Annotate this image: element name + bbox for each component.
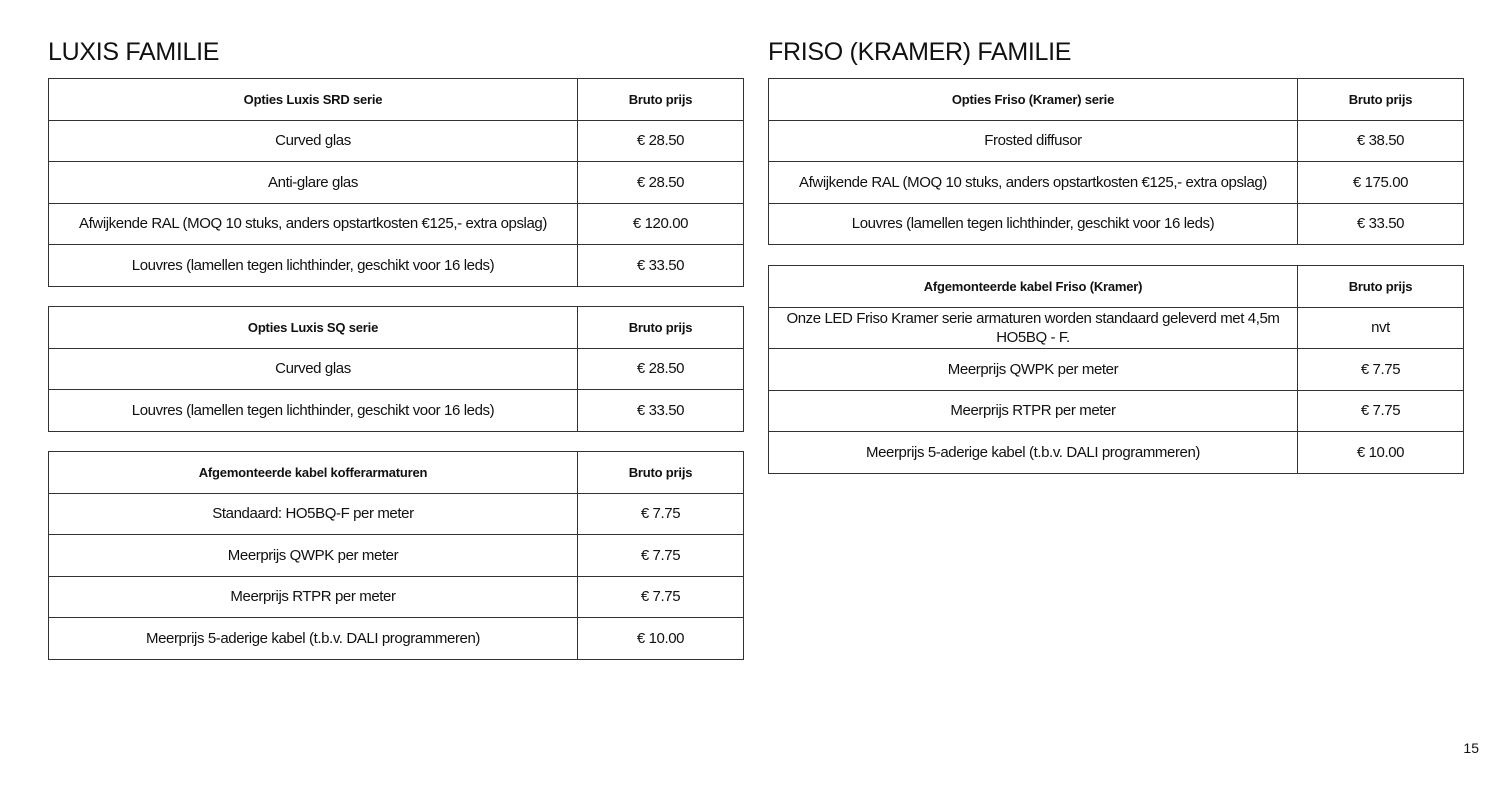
option-cell: Anti-glare glas: [49, 162, 578, 204]
option-cell: Meerprijs QWPK per meter: [49, 535, 578, 577]
friso-family-title: FRISO (KRAMER) FAMILIE: [768, 38, 1072, 66]
table-header-row: [49, 307, 744, 349]
option-cell: Meerprijs 5-aderige kabel (t.b.v. DALI programmeren): [769, 432, 1298, 474]
table-header-row: [769, 266, 1464, 308]
price-cell: € 33.50: [578, 390, 744, 432]
price-cell: € 7.75: [1298, 349, 1464, 391]
price-column-header: Bruto prijs: [1298, 79, 1464, 121]
option-cell: Afwijkende RAL (MOQ 10 stuks, anders opstartkosten €125,- extra opslag): [49, 203, 578, 245]
table-header-row: [49, 79, 744, 121]
option-cell: Meerprijs 5-aderige kabel (t.b.v. DALI programmeren): [49, 618, 578, 660]
table-row: [49, 535, 744, 577]
table-row: [49, 348, 744, 390]
table-row: [49, 576, 744, 618]
price-cell: nvt: [1298, 307, 1464, 349]
price-cell: € 120.00: [578, 203, 744, 245]
friso-cable-table: [768, 265, 1464, 474]
option-column-header: Opties Friso (Kramer) serie: [769, 79, 1298, 121]
option-column-header: Opties Luxis SRD serie: [49, 79, 578, 121]
price-column-header: Bruto prijs: [578, 307, 744, 349]
price-cell: € 7.75: [578, 493, 744, 535]
option-column-header: Opties Luxis SQ serie: [49, 307, 578, 349]
luxis-srd-options-table: [48, 78, 744, 287]
price-cell: € 28.50: [578, 348, 744, 390]
option-cell: Meerprijs RTPR per meter: [769, 390, 1298, 432]
price-column-header: Bruto prijs: [1298, 266, 1464, 308]
option-cell: Afwijkende RAL (MOQ 10 stuks, anders opstartkosten €125,- extra opslag): [769, 162, 1298, 204]
table-row: [49, 493, 744, 535]
table-row: [769, 120, 1464, 162]
table-row: [49, 618, 744, 660]
option-column-header: Afgemonteerde kabel Friso (Kramer): [769, 266, 1298, 308]
price-cell: € 28.50: [578, 120, 744, 162]
option-cell: Meerprijs RTPR per meter: [49, 576, 578, 618]
table-row: [49, 203, 744, 245]
luxis-sq-options-table: [48, 306, 744, 432]
price-column-header: Bruto prijs: [578, 452, 744, 494]
option-cell: Frosted diffusor: [769, 120, 1298, 162]
price-cell: € 7.75: [578, 576, 744, 618]
table-row: [49, 245, 744, 287]
table-row: [49, 390, 744, 432]
option-cell: Curved glas: [49, 120, 578, 162]
price-cell: € 38.50: [1298, 120, 1464, 162]
price-cell: € 7.75: [578, 535, 744, 577]
price-cell: € 10.00: [1298, 432, 1464, 474]
price-cell: € 10.00: [578, 618, 744, 660]
price-cell: € 28.50: [578, 162, 744, 204]
friso-options-table: [768, 78, 1464, 245]
option-cell: Curved glas: [49, 348, 578, 390]
price-cell: € 175.00: [1298, 162, 1464, 204]
price-column-header: Bruto prijs: [578, 79, 744, 121]
table-row: [769, 162, 1464, 204]
table-row: [769, 432, 1464, 474]
option-cell: Standaard: HO5BQ-F per meter: [49, 493, 578, 535]
option-cell: Louvres (lamellen tegen lichthinder, geschikt voor 16 leds): [49, 245, 578, 287]
price-cell: € 7.75: [1298, 390, 1464, 432]
table-row: [49, 120, 744, 162]
price-cell: € 33.50: [1298, 203, 1464, 245]
table-header-row: [49, 452, 744, 494]
luxis-family-title: LUXIS FAMILIE: [48, 38, 220, 66]
luxis-cable-table: [48, 451, 744, 660]
table-row: [769, 349, 1464, 391]
table-row: [769, 307, 1464, 349]
table-header-row: [769, 79, 1464, 121]
option-column-header: Afgemonteerde kabel kofferarmaturen: [49, 452, 578, 494]
option-cell: Meerprijs QWPK per meter: [769, 349, 1298, 391]
option-cell: Onze LED Friso Kramer serie armaturen worden standaard geleverd met 4,5m HO5BQ - F.: [769, 307, 1298, 349]
option-cell: Louvres (lamellen tegen lichthinder, geschikt voor 16 leds): [49, 390, 578, 432]
option-cell: Louvres (lamellen tegen lichthinder, geschikt voor 16 leds): [769, 203, 1298, 245]
table-row: [49, 162, 744, 204]
page-number: 15: [1463, 740, 1479, 756]
table-row: [769, 390, 1464, 432]
table-row: [769, 203, 1464, 245]
price-cell: € 33.50: [578, 245, 744, 287]
